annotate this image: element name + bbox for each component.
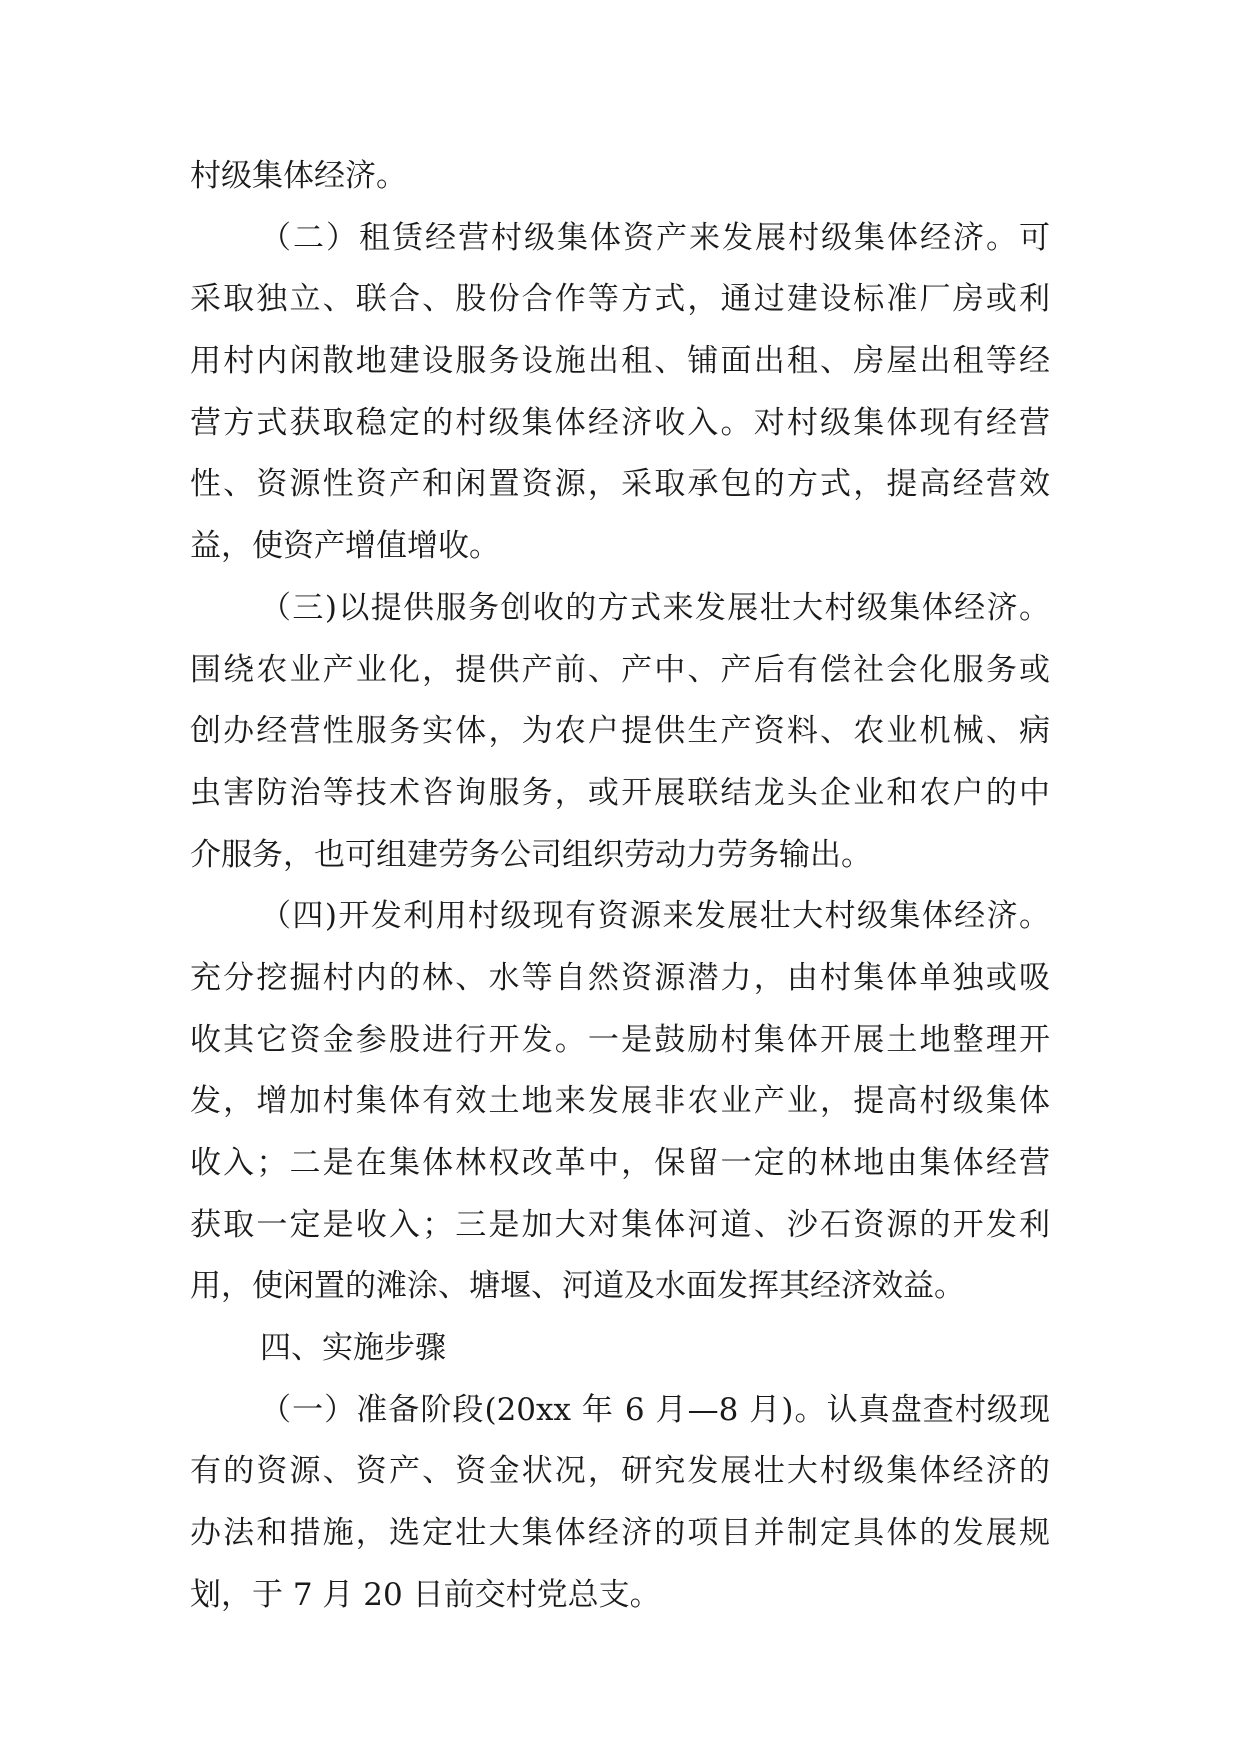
text-line: 用村内闲散地建设服务设施出租、铺面出租、房屋出租等经 bbox=[190, 343, 1050, 380]
text-line: 虫害防治等技术咨询服务，或开展联结龙头企业和农户的中 bbox=[190, 774, 1050, 811]
document-body bbox=[190, 146, 1050, 1627]
text-line: 获取一定是收入；三是加大对集体河道、沙石资源的开发利 bbox=[190, 1206, 1050, 1243]
text-line: 办法和措施，选定壮大集体经济的项目并制定具体的发展规 bbox=[190, 1515, 1050, 1552]
text-line: 围绕农业产业化，提供产前、产中、产后有偿社会化服务或 bbox=[190, 651, 1050, 688]
text-line: 采取独立、联合、股份合作等方式，通过建设标准厂房或利 bbox=[190, 281, 1050, 318]
text-line: 发，增加村集体有效土地来发展非农业产业，提高村级集体 bbox=[190, 1083, 1050, 1120]
section-heading: 四、实施步骤 bbox=[260, 1330, 446, 1367]
text-line: 有的资源、资产、资金状况，研究发展壮大村级集体经济的 bbox=[190, 1453, 1050, 1490]
text-line: 收入；二是在集体林权改革中，保留一定的林地由集体经营 bbox=[190, 1145, 1050, 1181]
paragraph-start-line: （四)开发利用村级现有资源来发展壮大村级集体经济。 bbox=[260, 898, 1050, 935]
text-line: 村级集体经济。 bbox=[190, 158, 407, 194]
text-line: 营方式获取稳定的村级集体经济收入。对村级集体现有经营 bbox=[190, 404, 1050, 441]
text-line: 益，使资产增值增收。 bbox=[190, 528, 500, 565]
text-line: 性、资源性资产和闲置资源，采取承包的方式，提高经营效 bbox=[190, 466, 1050, 503]
text-line: 收其它资金参股进行开发。一是鼓励村集体开展土地整理开 bbox=[190, 1021, 1050, 1058]
text-line: 介服务，也可组建劳务公司组织劳动力劳务输出。 bbox=[190, 836, 872, 873]
text-line: 创办经营性服务实体，为农户提供生产资料、农业机械、病 bbox=[190, 713, 1050, 750]
paragraph-start-line: （一）准备阶段(20xx 年 6 月—8 月)。认真盘查村级现 bbox=[260, 1391, 1050, 1428]
text-line: 充分挖掘村内的林、水等自然资源潜力，由村集体单独或吸 bbox=[190, 959, 1050, 996]
text-line: 用，使闲置的滩涂、塘堰、河道及水面发挥其经济效益。 bbox=[190, 1268, 965, 1305]
text-line: 划，于 7 月 20 日前交村党总支。 bbox=[190, 1576, 661, 1613]
paragraph-start-line: （二）租赁经营村级集体资产来发展村级集体经济。可 bbox=[260, 219, 1050, 256]
paragraph-start-line: （三)以提供服务创收的方式来发展壮大村级集体经济。 bbox=[260, 589, 1050, 626]
